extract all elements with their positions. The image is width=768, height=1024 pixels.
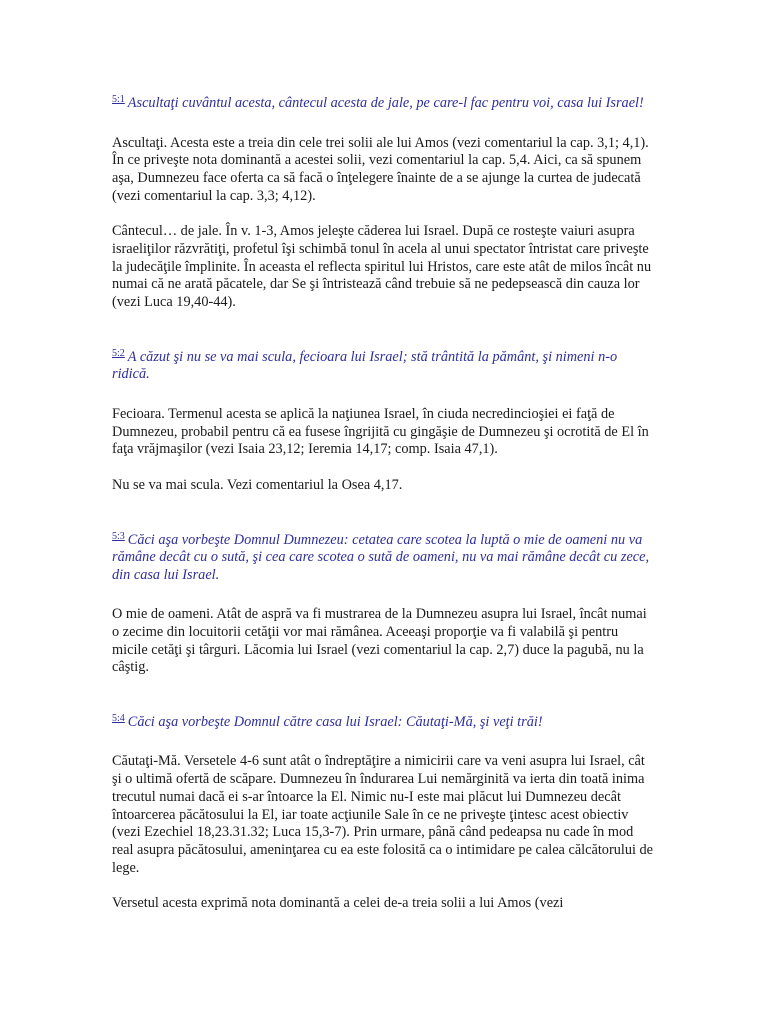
document-page	[112, 91, 657, 913]
commentary-paragraph: Nu se va mai scula. Vezi comentariul la Osea 4,17.	[112, 476, 403, 493]
verse-text: Căci aşa vorbeşte Domnul Dumnezeu: cetatea care scotea la luptă o mie de oameni nu va rămâne decât cu o sută, şi cea care scotea o sută de oameni, nu va mai rămâne decât cu zece, din casa lui Israel.	[112, 531, 650, 583]
verse-5-1	[112, 91, 657, 113]
verse-ref-link[interactable]: 5:2	[112, 347, 125, 359]
commentary-paragraph: Căutaţi-Mă. Versetele 4-6 sunt atât o îndreptăţire a nimicirii care va veni asupra lui Israel, cât şi o ultimă ofertă de scăpare. Dumnezeu în îndurarea Lui nemărginită va ierta din toată inima trecutul numai dacă ei s-ar întoarce la El. Nimic nu-I este mai plăcut lui Dumnezeu decât întoarcerea păcătosului la El, iar toate acţiunile Sale în ce ne priveşte ţintesc acest obiectiv (vezi Ezechiel 18,23.31.32; Luca 15,3-7). Prin urmare, până când pedeapsa nu cade în mod real asupra păcătosului, ameninţarea cu ea este folosită ca o intimidare pe calea călcătorului de lege.	[112, 753, 654, 876]
verse-5-4	[112, 710, 657, 732]
commentary-paragraph: O mie de oameni. Atât de aspră va fi mustrarea de la Dumnezeu asupra lui Israel, încât numai o zecime din locuitorii cetăţii vor mai rămânea. Aceeaşi proporţie va fi valabilă şi pentru micile cetăţi şi târguri. Lăcomia lui Israel (vezi comentariul la cap. 2,7) duce la pagubă, nu la câştig.	[112, 606, 647, 676]
commentary-paragraph: Versetul acesta exprimă nota dominantă a celei de-a treia solii a lui Amos (vezi	[112, 895, 564, 912]
verse-ref-link[interactable]: 5:4	[112, 712, 125, 724]
verse-text: Ascultaţi cuvântul acesta, cântecul acesta de jale, pe care-l fac pentru voi, casa lui Israel!	[127, 95, 644, 111]
commentary-paragraph: Ascultaţi. Acesta este a treia din cele trei solii ale lui Amos (vezi comentariul la cap. 3,1; 4,1). În ce priveşte nota dominantă a acestei solii, vezi comentariul la cap. 5,4. Aici, ca să spunem aşa, Dumnezeu face oferta ca să facă o înţelegere înainte de a se ajunge la curtea de judecată (vezi comentariul la cap. 3,3; 4,12).	[112, 134, 649, 204]
commentary-paragraph: Cântecul… de jale. În v. 1-3, Amos jeleşte căderea lui Israel. După ce rosteşte vaiuri asupra israeliţilor răzvrătiţi, profetul îşi schimbă tonul în acela al unui spectator întristat care priveşte la judecăţile împlinite. În aceasta el reflecta spiritul lui Hristos, care este atât de milos încât nu numai că ne arată păcatele, dar Se şi întristează când trebuie să ne pedepsească din cauza lor (vezi Luca 19,40-44).	[112, 223, 652, 311]
verse-ref-link[interactable]: 5:1	[112, 94, 125, 105]
verse-text: Căci aşa vorbeşte Domnul către casa lui Israel: Căutaţi-Mă, şi veţi trăi!	[127, 713, 543, 730]
verse-text: A căzut şi nu se va mai scula, fecioara lui Israel; stă trântită la pământ, şi nimeni n-o ridică.	[112, 348, 618, 383]
commentary-paragraph: Fecioara. Termenul acesta se aplică la naţiunea Israel, în ciuda necredincioşiei ei faţă de Dumnezeu, probabil pentru că ea fusese îngrijită cu gingăşie de Dumnezeu şi ocrotită de El în faţa vrăjmaşilor (vezi Isaia 23,12; Ieremia 14,17; comp. Isaia 47,1).	[112, 405, 649, 458]
verse-ref-link[interactable]: 5:3	[112, 530, 125, 542]
verse-5-3	[112, 528, 657, 585]
verse-5-2	[112, 345, 657, 384]
